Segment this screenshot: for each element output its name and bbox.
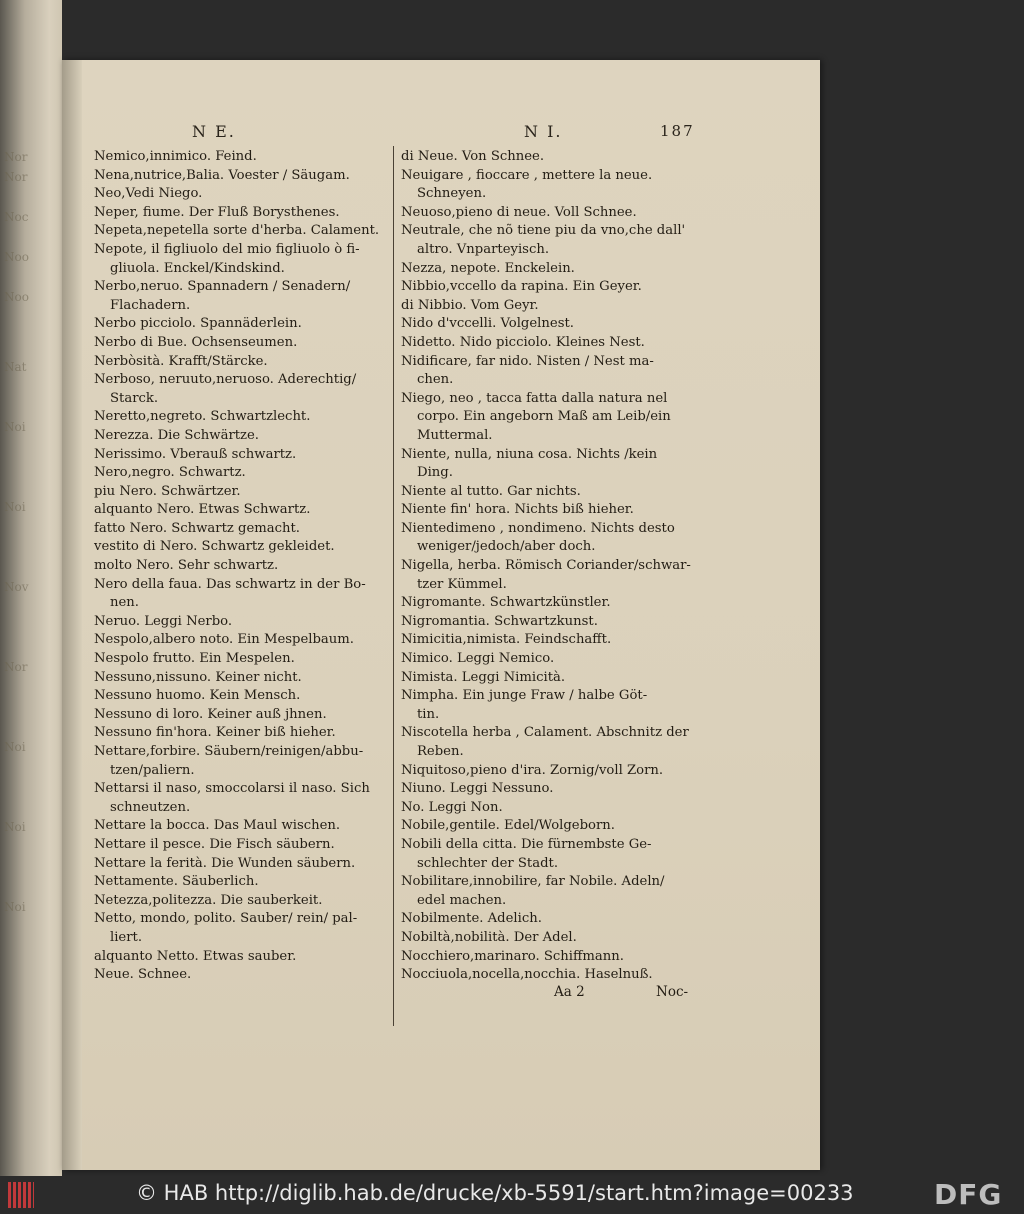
catchword: Noc-: [656, 984, 689, 1000]
dictionary-line: Nessuno huomo. Kein Mensch.: [94, 688, 301, 704]
dictionary-line: Nessuno,nissuno. Keiner nicht.: [94, 669, 302, 685]
dictionary-line: Niente, nulla, niuna cosa. Nichts /kein: [401, 446, 658, 462]
dictionary-line: Nimista. Leggi Nimicità.: [401, 669, 566, 685]
dictionary-line: di Neue. Von Schnee.: [401, 149, 545, 164]
dictionary-line: chen.: [417, 372, 454, 388]
dictionary-line: vestito di Nero. Schwartz gekleidet.: [94, 539, 335, 555]
dictionary-line: Nigromante. Schwartzkünstler.: [401, 595, 611, 611]
dictionary-line: Nena,nutrice,Balia. Voester / Säugam.: [94, 167, 350, 183]
page-number: 187: [660, 122, 695, 140]
dictionary-line: Nobili della citta. Die fürnembste Ge-: [401, 836, 652, 852]
dictionary-line: Nettamente. Säuberlich.: [94, 874, 259, 890]
dictionary-line: Nientedimeno , nondimeno. Nichts desto: [401, 520, 675, 536]
dictionary-line: Nero,negro. Schwartz.: [94, 465, 246, 481]
dictionary-line: gliuola. Enckel/Kindskind.: [110, 260, 285, 276]
dictionary-line: Nepote, il figliuolo del mio figliuolo ò fi-: [94, 241, 360, 257]
dictionary-line: Nettare la bocca. Das Maul wischen.: [94, 818, 341, 834]
dictionary-line: Nepeta,nepetella sorte d'herba. Calament.: [94, 223, 380, 239]
dictionary-line: Neper, fiume. Der Fluß Borysthenes.: [94, 204, 340, 220]
dictionary-line: Neretto,negreto. Schwartzlecht.: [94, 409, 311, 425]
dictionary-line: Niquitoso,pieno d'ira. Zornig/voll Zorn.: [401, 762, 664, 778]
dictionary-line: Neuigare , fioccare , mettere la neue.: [401, 167, 653, 183]
left-column: [94, 148, 394, 985]
dictionary-line: Nobilitare,innobilire, far Nobile. Adeln/: [401, 874, 665, 890]
right-column: [401, 148, 731, 985]
dictionary-line: alquanto Netto. Etwas sauber.: [94, 948, 297, 964]
book-page: [62, 60, 820, 1170]
dictionary-line: Nimicitia,nimista. Feindschafft.: [401, 632, 612, 648]
right-column-header: N I.: [524, 122, 563, 141]
dictionary-line: molto Nero. Sehr schwartz.: [94, 558, 279, 574]
dictionary-line: corpo. Ein angeborn Maß am Leib/ein: [417, 409, 671, 425]
dictionary-line: Niuno. Leggi Nessuno.: [401, 781, 554, 797]
dictionary-line: Reben.: [417, 744, 464, 759]
dictionary-line: No. Leggi Non.: [401, 799, 503, 815]
previous-page-edge: Nor Nor Noc Noo Noo Nat Noi Noi Nov Nor Noi Noi Noi: [0, 0, 62, 1176]
dictionary-line: Nobile,gentile. Edel/Wolgeborn.: [401, 818, 615, 834]
dictionary-line: Flachadern.: [110, 297, 191, 313]
dictionary-line: Neuoso,pieno di neue. Voll Schnee.: [401, 204, 637, 220]
dictionary-line: Nibbio,vccello da rapina. Ein Geyer.: [401, 279, 642, 295]
dictionary-line: Nerbo di Bue. Ochsenseumen.: [94, 334, 298, 350]
dictionary-line: Nobiltà,nobilità. Der Adel.: [401, 929, 577, 945]
dictionary-line: Nigella, herba. Römisch Coriander/schwar-: [401, 558, 691, 574]
dictionary-line: Nerbòsità. Krafft/Stärcke.: [94, 353, 268, 369]
dfg-logo: DFG: [934, 1178, 1003, 1211]
dictionary-line: Nerezza. Die Schwärtze.: [94, 427, 259, 443]
dictionary-line: Niscotella herba , Calament. Abschnitz der: [401, 725, 689, 741]
dictionary-line: tzen/paliern.: [110, 762, 195, 778]
dictionary-line: Nimpha. Ein junge Fraw / halbe Göt-: [401, 688, 648, 704]
dictionary-line: alquanto Nero. Etwas Schwartz.: [94, 502, 311, 518]
dictionary-line: Nettare la ferità. Die Wunden säubern.: [94, 855, 356, 871]
dictionary-line: Nessuno fin'hora. Keiner biß hieher.: [94, 725, 336, 741]
dictionary-line: Nerboso, neruuto,neruoso. Aderechtig/: [94, 372, 357, 388]
dictionary-line: Starck.: [110, 390, 159, 406]
left-column-header: N E.: [192, 122, 236, 141]
dictionary-line: Ding.: [417, 465, 453, 481]
dictionary-line: Nerbo,neruo. Spannadern / Senadern/: [94, 279, 351, 295]
dictionary-line: Nerissimo. Vberauß schwartz.: [94, 446, 297, 462]
dictionary-line: Neruo. Leggi Nerbo.: [94, 613, 233, 629]
dictionary-line: Nimico. Leggi Nemico.: [401, 651, 555, 667]
dictionary-line: altro. Vnparteyisch.: [417, 241, 550, 257]
dictionary-line: Nidetto. Nido picciolo. Kleines Nest.: [401, 334, 645, 350]
dictionary-line: Nigromantia. Schwartzkunst.: [401, 613, 598, 629]
dictionary-line: tzer Kümmel.: [417, 576, 507, 592]
dictionary-line: Nidificare, far nido. Nisten / Nest ma-: [401, 353, 654, 369]
dictionary-line: schlechter der Stadt.: [417, 855, 559, 871]
dictionary-line: nen.: [110, 595, 139, 611]
dictionary-line: Nocciuola,nocella,nocchia. Haselnuß.: [401, 967, 653, 983]
hab-logo-icon: [8, 1182, 34, 1208]
dictionary-line: Neue. Schnee.: [94, 967, 192, 983]
dictionary-line: Nettarsi il naso, smoccolarsi il naso. Sich: [94, 781, 370, 797]
dictionary-line: piu Nero. Schwärtzer.: [94, 483, 241, 499]
dictionary-line: Neutrale, che nõ tiene piu da vno,che dall': [401, 223, 686, 239]
dictionary-line: Muttermal.: [417, 427, 493, 443]
dictionary-line: edel machen.: [417, 892, 507, 908]
dictionary-line: Nettare,forbire. Säubern/reinigen/abbu-: [94, 744, 364, 759]
dictionary-line: Nettare il pesce. Die Fisch säubern.: [94, 836, 335, 852]
dictionary-line: schneutzen.: [110, 799, 191, 815]
column-divider: [393, 146, 394, 1026]
dictionary-line: Niego, neo , tacca fatta dalla natura nel: [401, 390, 668, 406]
dictionary-line: Nocchiero,marinaro. Schiffmann.: [401, 948, 624, 964]
dictionary-line: Schneyen.: [417, 186, 487, 202]
signature-mark: Aa 2: [554, 984, 585, 1000]
dictionary-line: Nespolo frutto. Ein Mespelen.: [94, 651, 295, 667]
dictionary-line: Niente al tutto. Gar nichts.: [401, 483, 581, 499]
dictionary-line: Nero della faua. Das schwartz in der Bo-: [94, 576, 366, 592]
dictionary-line: tin.: [417, 706, 440, 722]
dictionary-line: Nessuno di loro. Keiner auß jhnen.: [94, 706, 327, 722]
dictionary-line: Neo,Vedi Niego.: [94, 186, 203, 202]
dictionary-line: Nobilmente. Adelich.: [401, 911, 542, 927]
dictionary-line: Niente fin' hora. Nichts biß hieher.: [401, 502, 634, 518]
dictionary-line: Nido d'vccelli. Volgelnest.: [401, 316, 574, 332]
page-binding-shadow: [62, 60, 82, 1170]
dictionary-line: fatto Nero. Schwartz gemacht.: [94, 520, 301, 536]
dictionary-line: liert.: [110, 929, 143, 945]
dictionary-line: weniger/jedoch/aber doch.: [417, 539, 596, 555]
viewer-footer: [0, 1176, 1024, 1214]
dictionary-line: di Nibbio. Vom Geyr.: [401, 297, 539, 313]
dictionary-line: Nerbo picciolo. Spannäderlein.: [94, 316, 302, 332]
copyright-link[interactable]: © HAB http://diglib.hab.de/drucke/xb-5591/start.htm?image=00233: [136, 1181, 854, 1205]
dictionary-line: Nespolo,albero noto. Ein Mespelbaum.: [94, 632, 354, 648]
dictionary-line: Nezza, nepote. Enckelein.: [401, 260, 575, 276]
dictionary-line: Netto, mondo, polito. Sauber/ rein/ pal-: [94, 911, 358, 927]
dictionary-line: Netezza,politezza. Die sauberkeit.: [94, 892, 323, 908]
dictionary-line: Nemico,innimico. Feind.: [94, 149, 257, 164]
